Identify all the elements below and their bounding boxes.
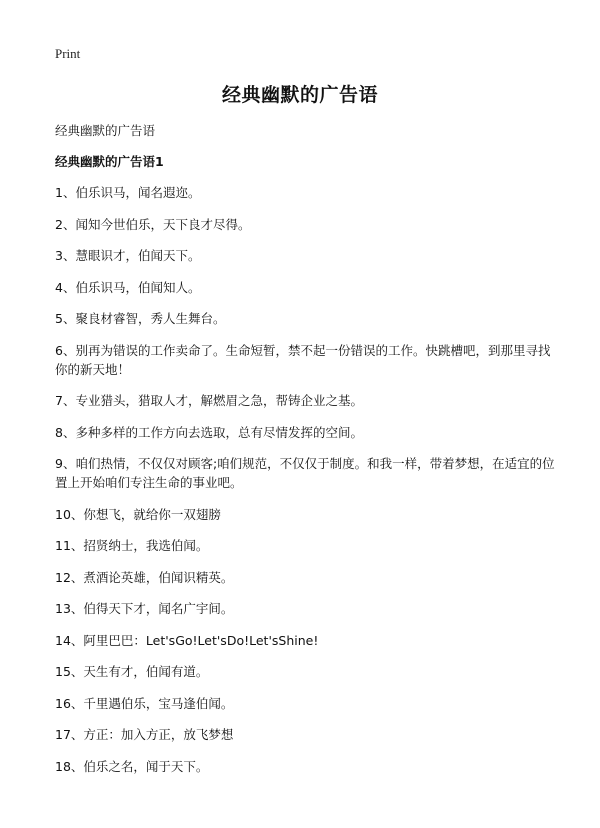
document-subtitle: 经典幽默的广告语 (55, 123, 156, 138)
list-item: 15、天生有才，伯闻有道。 (55, 664, 209, 679)
list-item: 8、多种多样的工作方向去选取，总有尽情发挥的空间。 (55, 424, 363, 440)
list-item: 13、伯得天下才，闻名广宇间。 (55, 601, 234, 616)
list-item: 2、闻知今世伯乐，天下良才尽得。 (55, 216, 251, 232)
list-item: 14、阿里巴巴：Let'sGo!Let'sDo!Let'sShine! (55, 632, 319, 648)
section-heading: 经典幽默的广告语1 (55, 154, 164, 169)
list-item: 5、聚良材睿智，秀人生舞台。 (55, 311, 226, 326)
page-title: 经典幽默的广告语 (221, 84, 378, 106)
list-item: 6、别再为错误的工作卖命了。生命短暂，禁不起一份错误的工作。快跳槽吧，到那里寻找你的新天地！ (55, 342, 551, 377)
slogan-list (55, 183, 555, 788)
list-item: 11、招贤纳士，我选伯闻。 (55, 538, 209, 553)
list-item: 3、慧眼识才，伯闻天下。 (55, 248, 201, 263)
list-item: 17、方正：加入方正，放飞梦想 (55, 727, 234, 742)
list-item: 9、咱们热情，不仅仅对顾客;咱们规范，不仅仅于制度。和我一样，带着梦想，在适宜的位置上开始咱们专注生命的事业吧。 (55, 456, 555, 490)
list-item: 16、千里遇伯乐，宝马逢伯闻。 (55, 695, 234, 711)
list-item: 7、专业猎头，猎取人才，解燃眉之急，帮铸企业之基。 (55, 393, 363, 408)
list-item: 10、你想飞，就给你一双翅膀 (55, 506, 221, 522)
print-link[interactable]: Print (55, 46, 81, 61)
list-item: 12、煮酒论英雄，伯闻识精英。 (55, 569, 234, 585)
list-item: 4、伯乐识马，伯闻知人。 (55, 279, 201, 295)
list-item: 1、伯乐识马，闻名遐迩。 (55, 185, 201, 200)
list-item: 18、伯乐之名，闻于天下。 (55, 758, 209, 774)
